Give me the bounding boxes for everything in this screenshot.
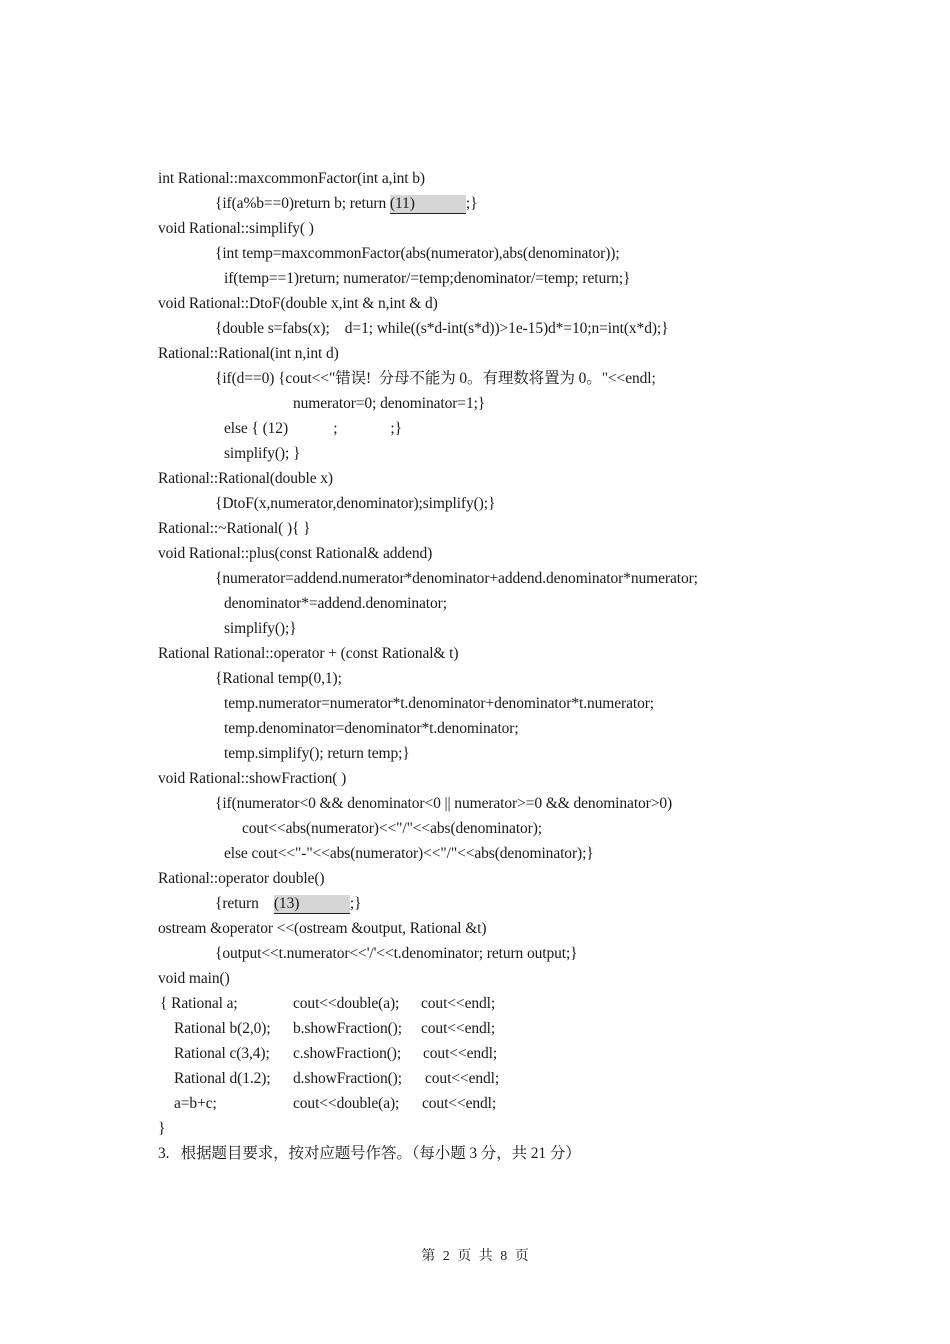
code-line: else { (12) ; ;} xyxy=(224,420,402,437)
main-cell: d.showFraction(); xyxy=(293,1070,402,1087)
main-cell: cout<<endl; xyxy=(425,1070,500,1087)
code-line: {Rational temp(0,1); xyxy=(215,670,342,687)
code-line: Rational::operator double() xyxy=(158,870,325,887)
main-row xyxy=(158,991,878,1016)
code-line: numerator=0; denominator=1;} xyxy=(293,395,486,412)
code-line: Rational::Rational(double x) xyxy=(158,470,333,487)
code-line: simplify(); } xyxy=(224,445,301,462)
code-line: {numerator=addend.numerator*denominator+addend.denominator*numerator; xyxy=(215,570,698,587)
code-line: {double s=fabs(x); d=1; while((s*d-int(s*d))>1e-15)d*=10;n=int(x*d);} xyxy=(215,320,669,337)
code-line: void Rational::DtoF(double x,int & n,int & d) xyxy=(158,295,438,312)
code-line: temp.denominator=denominator*t.denominator; xyxy=(224,720,519,737)
main-cell: a=b+c; xyxy=(174,1095,217,1112)
main-cell: c.showFraction(); xyxy=(293,1045,402,1062)
answer-blank-13: (13) xyxy=(274,895,350,914)
code-line: void Rational::plus(const Rational& addend) xyxy=(158,545,433,562)
code-line: {output<<t.numerator<<'/'<<t.denominator; return output;} xyxy=(215,945,578,962)
page-footer: 第 2 页 共 8 页 xyxy=(421,1249,529,1264)
code-line: void Rational::simplify( ) xyxy=(158,220,314,237)
code-line xyxy=(158,891,878,916)
code-text: {if(a%b==0)return b; return xyxy=(215,195,390,212)
main-cell: Rational b(2,0); xyxy=(174,1020,271,1037)
code-line: ostream &operator <<(ostream &output, Rational &t) xyxy=(158,920,487,937)
code-line: temp.numerator=numerator*t.denominator+denominator*t.numerator; xyxy=(224,695,654,712)
code-line: denominator*=addend.denominator; xyxy=(224,595,447,612)
main-row xyxy=(158,1041,878,1066)
code-line: else cout<<"-"<<abs(numerator)<<"/"<<abs(denominator);} xyxy=(224,845,594,862)
main-cell: cout<<double(a); xyxy=(293,995,400,1012)
code-text: {return xyxy=(215,895,274,912)
main-cell: cout<<endl; xyxy=(421,995,496,1012)
main-cell: cout<<endl; xyxy=(422,1095,497,1112)
main-cell: cout<<double(a); xyxy=(293,1095,400,1112)
code-text: ;} xyxy=(349,895,362,912)
main-cell: b.showFraction(); xyxy=(293,1020,402,1037)
code-line: Rational::Rational(int n,int d) xyxy=(158,345,339,362)
code-line: } xyxy=(158,1120,166,1137)
code-listing xyxy=(158,166,878,1166)
main-row xyxy=(158,1016,878,1041)
code-line: Rational::~Rational( ){ } xyxy=(158,520,311,537)
main-cell: cout<<endl; xyxy=(423,1045,498,1062)
code-line: void Rational::showFraction( ) xyxy=(158,770,347,787)
code-line: cout<<abs(numerator)<<"/"<<abs(denominator); xyxy=(242,820,543,837)
main-cell: cout<<endl; xyxy=(421,1020,496,1037)
code-line: {if(numerator<0 && denominator<0 || numerator>=0 && denominator>0) xyxy=(215,795,673,812)
main-row xyxy=(158,1091,878,1116)
code-line: {if(d==0) {cout<<"错误! 分母不能为 0。有理数将置为 0。"<<endl; xyxy=(215,370,656,387)
code-line: temp.simplify(); return temp;} xyxy=(224,745,410,762)
main-cell: Rational c(3,4); xyxy=(174,1045,270,1062)
code-line: {int temp=maxcommonFactor(abs(numerator),abs(denominator)); xyxy=(215,245,620,262)
code-line: simplify();} xyxy=(224,620,297,637)
answer-blank-11: (11) xyxy=(390,195,466,214)
code-line xyxy=(158,191,878,216)
code-line: {DtoF(x,numerator,denominator);simplify();} xyxy=(215,495,496,512)
code-line: if(temp==1)return; numerator/=temp;denominator/=temp; return;} xyxy=(224,270,631,287)
main-cell: Rational d(1.2); xyxy=(174,1070,271,1087)
code-text: ;} xyxy=(465,195,478,212)
main-cell: { Rational a; xyxy=(160,995,238,1012)
code-line: Rational Rational::operator + (const Rational& t) xyxy=(158,645,459,662)
code-line: void main() xyxy=(158,970,230,987)
main-row xyxy=(158,1066,878,1091)
code-line: int Rational::maxcommonFactor(int a,int b) xyxy=(158,170,425,187)
question-heading: 3. 根据题目要求，按对应题号作答。（每小题 3 分，共 21 分） xyxy=(158,1145,581,1162)
